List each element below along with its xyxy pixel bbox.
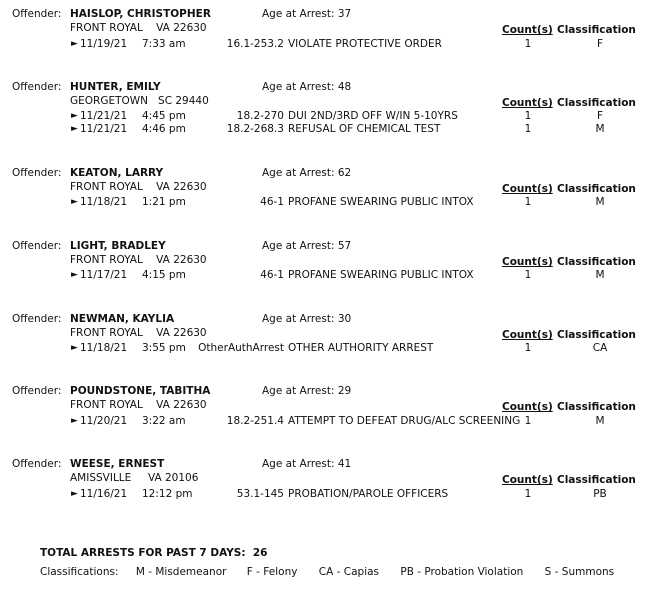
offender-label: Offender: bbox=[12, 458, 62, 470]
count-header: Count(s) bbox=[502, 183, 553, 195]
offender-name: HAISLOP, CHRISTOPHER bbox=[70, 8, 211, 20]
charge-time: 3:22 am bbox=[142, 415, 186, 427]
classification-header: Classification bbox=[557, 474, 636, 486]
charge-classification: F bbox=[596, 110, 604, 122]
charge-count: 1 bbox=[524, 269, 532, 281]
offender-name: LIGHT, BRADLEY bbox=[70, 240, 166, 252]
offender-address: FRONT ROYAL VA 22630 bbox=[70, 399, 207, 411]
charge-row bbox=[0, 415, 653, 428]
charge-count: 1 bbox=[524, 38, 532, 50]
classification-header: Classification bbox=[557, 256, 636, 268]
age-at-arrest: Age at Arrest: 37 bbox=[262, 8, 352, 20]
charge-date: 11/21/21 bbox=[80, 110, 128, 122]
charge-count: 1 bbox=[524, 488, 532, 500]
charge-date: 11/16/21 bbox=[80, 488, 128, 500]
age-at-arrest: Age at Arrest: 57 bbox=[262, 240, 352, 252]
offender-label: Offender: bbox=[12, 167, 62, 179]
count-header: Count(s) bbox=[502, 24, 553, 36]
charge-time: 4:45 pm bbox=[142, 110, 186, 122]
charge-time: 3:55 pm bbox=[142, 342, 186, 354]
charge-classification: M bbox=[595, 196, 605, 208]
classification-header: Classification bbox=[557, 401, 636, 413]
offender-record bbox=[0, 81, 653, 145]
charge-code: 46-1 bbox=[260, 196, 284, 208]
charge-date: 11/17/21 bbox=[80, 269, 128, 281]
arrow-icon: ► bbox=[71, 343, 78, 353]
charge-row bbox=[0, 269, 653, 282]
charge-classification: CA bbox=[592, 342, 608, 354]
charge-count: 1 bbox=[524, 123, 532, 135]
legend-item: S - Summons bbox=[544, 566, 615, 578]
charge-classification: M bbox=[595, 123, 605, 135]
charge-time: 12:12 pm bbox=[142, 488, 193, 500]
classification-header: Classification bbox=[557, 24, 636, 36]
charge-description: ATTEMPT TO DEFEAT DRUG/ALC SCREENING bbox=[288, 415, 521, 427]
offender-record bbox=[0, 8, 653, 72]
charge-description: PROFANE SWEARING PUBLIC INTOX bbox=[288, 269, 474, 281]
offender-address: FRONT ROYAL VA 22630 bbox=[70, 327, 207, 339]
age-at-arrest: Age at Arrest: 41 bbox=[262, 458, 352, 470]
offender-address: FRONT ROYAL VA 22630 bbox=[70, 254, 207, 266]
age-at-arrest: Age at Arrest: 62 bbox=[262, 167, 352, 179]
charge-time: 1:21 pm bbox=[142, 196, 186, 208]
charge-date: 11/18/21 bbox=[80, 196, 128, 208]
charge-description: DUI 2ND/3RD OFF W/IN 5-10YRS bbox=[288, 110, 458, 122]
offender-label: Offender: bbox=[12, 8, 62, 20]
offender-name: KEATON, LARRY bbox=[70, 167, 164, 179]
charge-classification: F bbox=[596, 38, 604, 50]
offender-label: Offender: bbox=[12, 81, 62, 93]
charge-description: PROFANE SWEARING PUBLIC INTOX bbox=[288, 196, 474, 208]
charge-time: 4:46 pm bbox=[142, 123, 186, 135]
arrow-icon: ► bbox=[71, 270, 78, 280]
charge-row bbox=[0, 196, 653, 209]
charge-count: 1 bbox=[524, 415, 532, 427]
offender-label: Offender: bbox=[12, 385, 62, 397]
offender-label: Offender: bbox=[12, 240, 62, 252]
offender-address: FRONT ROYAL VA 22630 bbox=[70, 22, 207, 34]
count-header: Count(s) bbox=[502, 329, 553, 341]
total-arrests-label: TOTAL ARRESTS FOR PAST 7 DAYS: bbox=[40, 547, 246, 559]
offender-record bbox=[0, 385, 653, 449]
charge-code: 46-1 bbox=[260, 269, 284, 281]
age-at-arrest: Age at Arrest: 30 bbox=[262, 313, 352, 325]
age-at-arrest: Age at Arrest: 29 bbox=[262, 385, 352, 397]
charge-description: PROBATION/PAROLE OFFICERS bbox=[288, 488, 449, 500]
charge-description: REFUSAL OF CHEMICAL TEST bbox=[288, 123, 441, 135]
total-arrests-value: 26 bbox=[252, 547, 268, 559]
charge-count: 1 bbox=[524, 196, 532, 208]
legend-item: M - Misdemeanor bbox=[135, 566, 227, 578]
arrow-icon: ► bbox=[71, 124, 78, 134]
count-header: Count(s) bbox=[502, 474, 553, 486]
legend-item: CA - Capias bbox=[318, 566, 380, 578]
offender-address: AMISSVILLE VA 20106 bbox=[70, 472, 199, 484]
legend-item: PB - Probation Violation bbox=[400, 566, 524, 578]
charge-date: 11/21/21 bbox=[80, 123, 128, 135]
arrow-icon: ► bbox=[71, 111, 78, 121]
charge-count: 1 bbox=[524, 110, 532, 122]
arrow-icon: ► bbox=[71, 489, 78, 499]
charge-row bbox=[0, 488, 653, 501]
offender-record bbox=[0, 313, 653, 377]
charge-classification: M bbox=[595, 415, 605, 427]
charge-code: 16.1-253.2 bbox=[226, 38, 284, 50]
arrow-icon: ► bbox=[71, 416, 78, 426]
classification-legend bbox=[40, 566, 614, 578]
charge-date: 11/18/21 bbox=[80, 342, 128, 354]
charge-classification: PB bbox=[593, 488, 607, 500]
classification-header: Classification bbox=[557, 183, 636, 195]
offender-name: WEESE, ERNEST bbox=[70, 458, 165, 470]
charge-time: 7:33 am bbox=[142, 38, 186, 50]
charge-time: 4:15 pm bbox=[142, 269, 186, 281]
count-header: Count(s) bbox=[502, 256, 553, 268]
charge-date: 11/20/21 bbox=[80, 415, 128, 427]
offender-record bbox=[0, 240, 653, 304]
charge-row bbox=[0, 342, 653, 355]
charge-classification: M bbox=[595, 269, 605, 281]
classification-header: Classification bbox=[557, 329, 636, 341]
offender-name: NEWMAN, KAYLIA bbox=[70, 313, 175, 325]
offender-record bbox=[0, 458, 653, 522]
charge-count: 1 bbox=[524, 342, 532, 354]
offender-name: HUNTER, EMILY bbox=[70, 81, 161, 93]
legend-item: F - Felony bbox=[246, 566, 298, 578]
count-header: Count(s) bbox=[502, 97, 553, 109]
offender-label: Offender: bbox=[12, 313, 62, 325]
offender-address: FRONT ROYAL VA 22630 bbox=[70, 181, 207, 193]
total-arrests bbox=[40, 547, 268, 559]
age-at-arrest: Age at Arrest: 48 bbox=[262, 81, 352, 93]
charge-row bbox=[0, 38, 653, 51]
offender-record bbox=[0, 167, 653, 231]
legend-title: Classifications: bbox=[40, 566, 119, 578]
charge-code: 53.1-145 bbox=[236, 488, 284, 500]
arrow-icon: ► bbox=[71, 39, 78, 49]
charge-code: 18.2-270 bbox=[236, 110, 284, 122]
charge-row bbox=[0, 110, 653, 123]
arrow-icon: ► bbox=[71, 197, 78, 207]
classification-header: Classification bbox=[557, 97, 636, 109]
charge-code: 18.2-251.4 bbox=[226, 415, 284, 427]
charge-code: 18.2-268.3 bbox=[226, 123, 284, 135]
charge-code: OtherAuthArrest bbox=[198, 342, 284, 354]
charge-description: VIOLATE PROTECTIVE ORDER bbox=[288, 38, 442, 50]
offender-address: GEORGETOWN SC 29440 bbox=[70, 95, 209, 107]
count-header: Count(s) bbox=[502, 401, 553, 413]
offender-name: POUNDSTONE, TABITHA bbox=[70, 385, 211, 397]
charge-description: OTHER AUTHORITY ARREST bbox=[288, 342, 434, 354]
charge-date: 11/19/21 bbox=[80, 38, 128, 50]
charge-row bbox=[0, 123, 653, 136]
